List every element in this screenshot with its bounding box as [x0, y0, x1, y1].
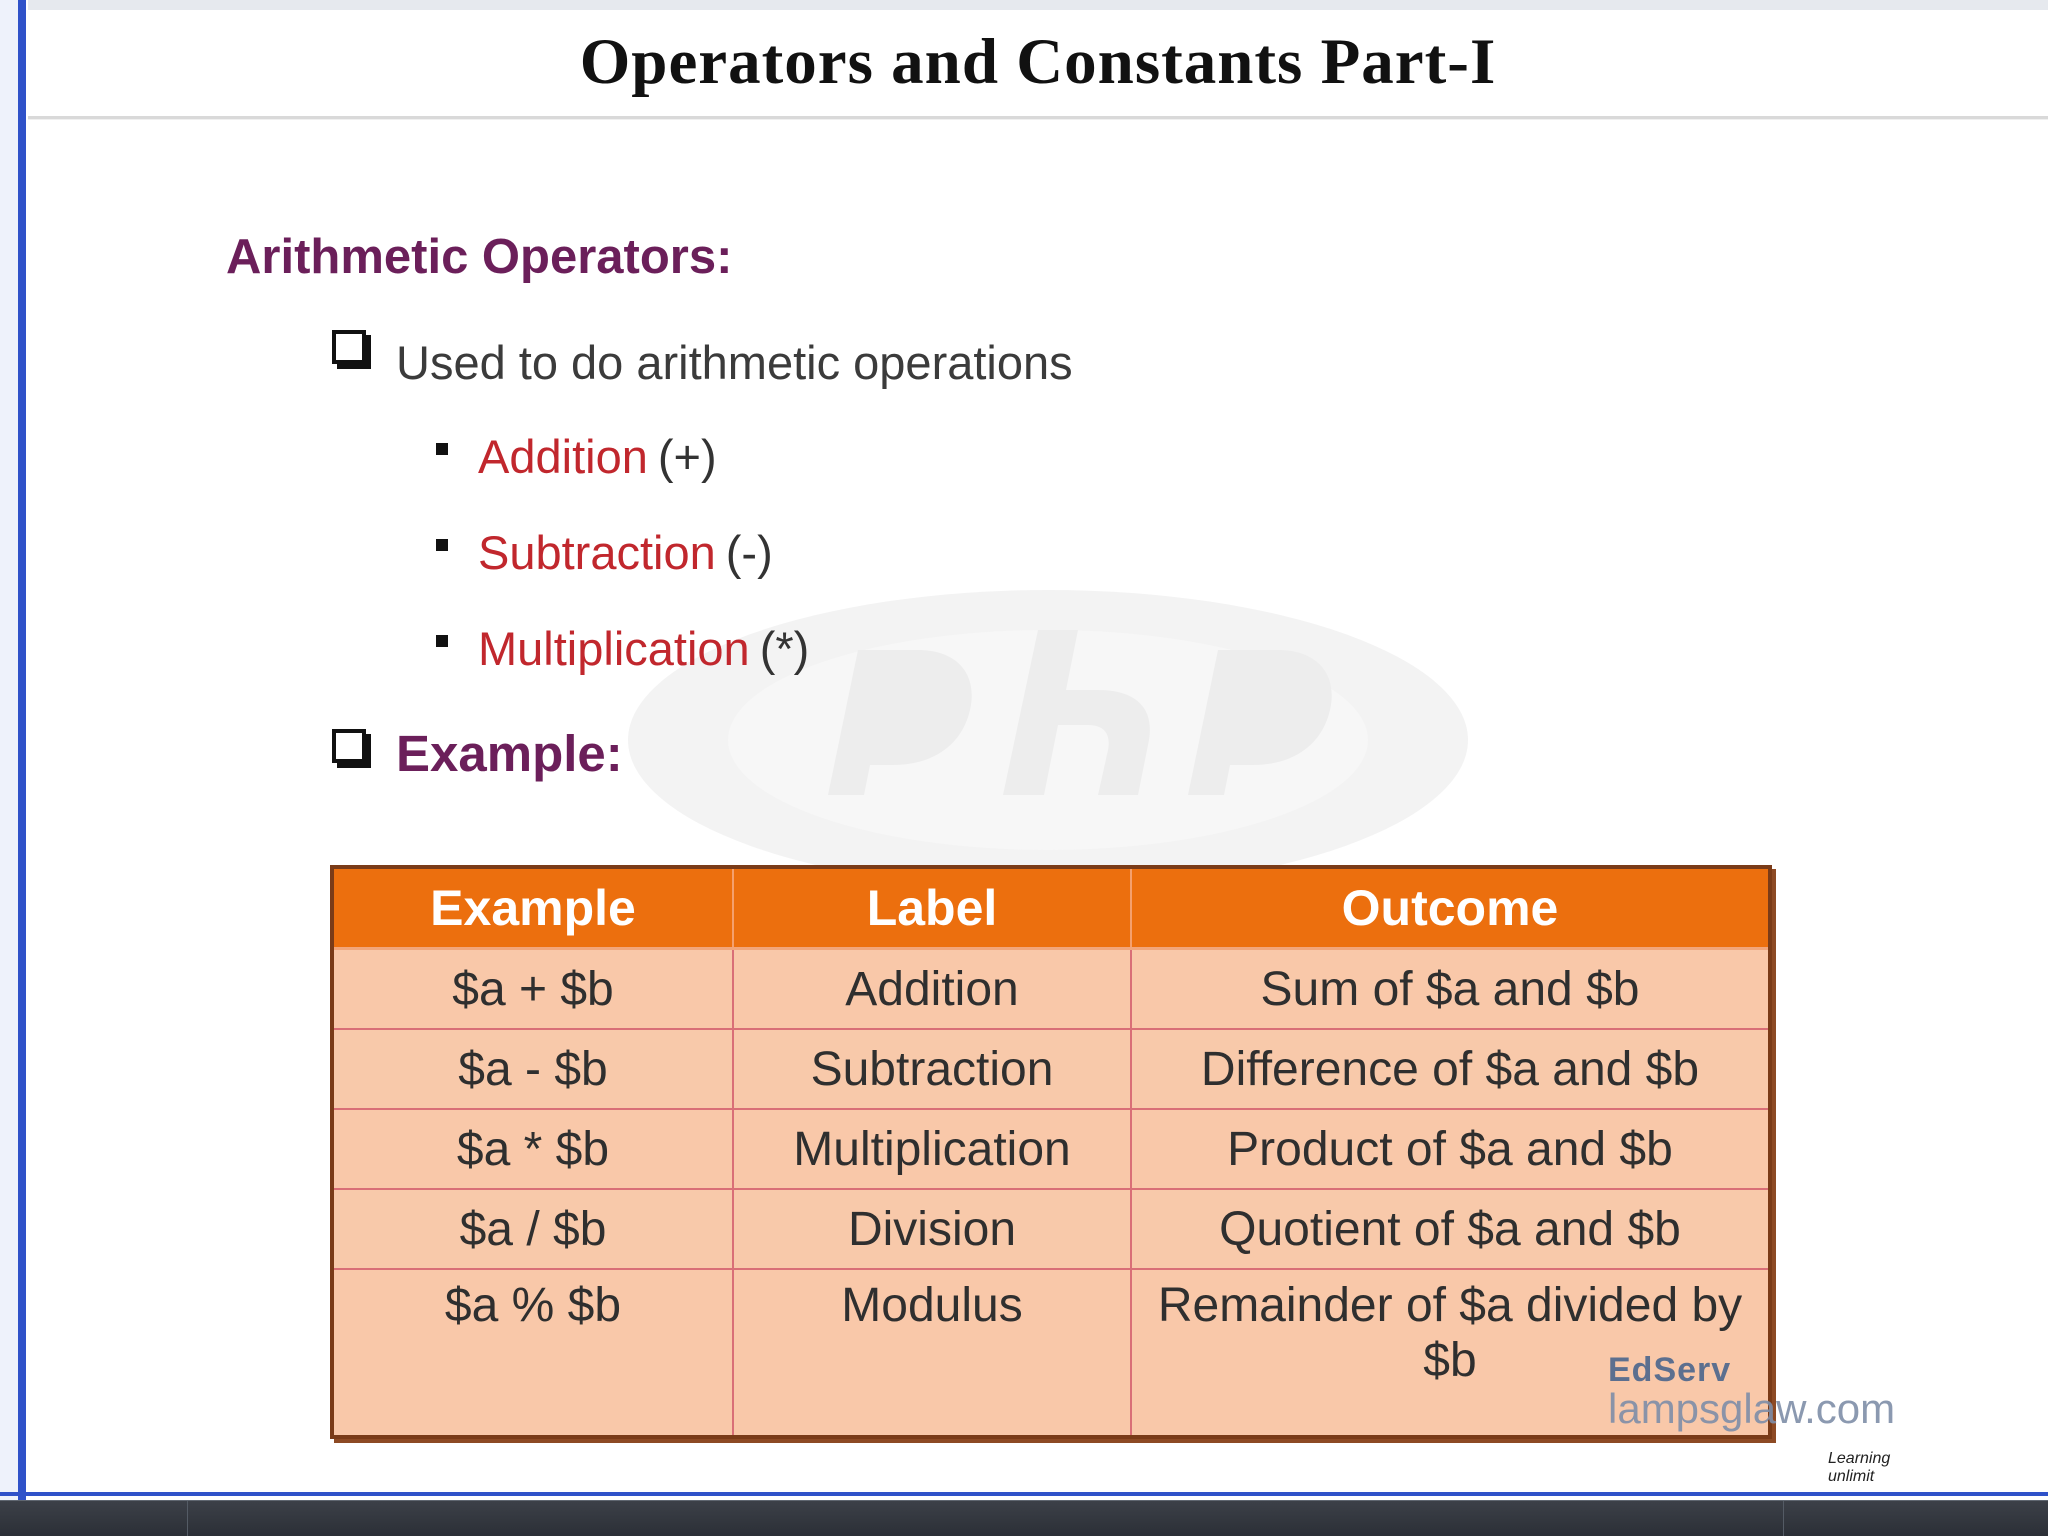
- sub-item-symbol: (-): [725, 526, 773, 579]
- php-watermark-icon: [608, 530, 1608, 890]
- slide-canvas: [28, 10, 2048, 1500]
- table-row: [334, 949, 1768, 1030]
- square-bullet-icon: [436, 635, 448, 647]
- bottom-bar: [0, 1500, 2048, 1536]
- table-cell-example: $a / $b: [334, 1189, 733, 1269]
- table-cell-outcome: Remainder of $a divided by $b: [1131, 1269, 1768, 1438]
- table-cell-outcome: Product of $a and $b: [1131, 1109, 1768, 1189]
- left-accent: [0, 0, 28, 1500]
- example-heading: Example:: [396, 725, 623, 782]
- table-cell-label: Multiplication: [733, 1109, 1131, 1189]
- title-bar: [28, 10, 2048, 119]
- sub-item-term: Multiplication: [478, 622, 750, 675]
- operators-table-grid: [334, 869, 1768, 1438]
- table-cell-outcome: Quotient of $a and $b: [1131, 1189, 1768, 1269]
- table-cell-outcome: Sum of $a and $b: [1131, 949, 1768, 1030]
- table-cell-label: Modulus: [733, 1269, 1131, 1438]
- slide-title: Operators and Constants Part-I: [579, 26, 1497, 98]
- table-row: [334, 1269, 1768, 1438]
- checkbox-icon: [332, 330, 366, 364]
- table-header-row: [334, 869, 1768, 949]
- table-cell-example: $a % $b: [334, 1269, 733, 1438]
- sub-item-symbol: (+): [657, 430, 717, 483]
- bottom-segment-right: [1783, 1501, 2048, 1536]
- table-row: [334, 1029, 1768, 1109]
- bottom-segment-left: [0, 1501, 188, 1536]
- sub-item-term: Subtraction: [478, 526, 716, 579]
- sub-item-term: Addition: [478, 430, 648, 483]
- sub-item-multiplication: [478, 620, 809, 678]
- table-cell-example: $a * $b: [334, 1109, 733, 1189]
- section-heading: Arithmetic Operators:: [226, 230, 733, 284]
- table-header-example: Example: [334, 869, 733, 949]
- table-cell-outcome: Difference of $a and $b: [1131, 1029, 1768, 1109]
- logo-tagline: Learning unlimit: [1828, 1450, 1891, 1485]
- table-cell-label: Addition: [733, 949, 1131, 1030]
- square-bullet-icon: [436, 539, 448, 551]
- square-bullet-icon: [436, 443, 448, 455]
- table-row: [334, 1109, 1768, 1189]
- footer-line: [0, 1492, 2048, 1496]
- table-cell-example: $a - $b: [334, 1029, 733, 1109]
- table-cell-label: Subtraction: [733, 1029, 1131, 1109]
- bullet-used-to-do: Used to do arithmetic operations: [396, 336, 1073, 389]
- logo-top-text: EdServ: [1608, 1351, 1732, 1389]
- bottom-segment-center: [187, 1501, 1784, 1536]
- sub-item-symbol: (*): [759, 622, 810, 675]
- table-cell-example: $a + $b: [334, 949, 733, 1030]
- sub-item-addition: [478, 428, 717, 486]
- sub-item-subtraction: [478, 524, 773, 582]
- logo-main-text: lampsglaw.com: [1608, 1385, 1896, 1432]
- table-cell-label: Division: [733, 1189, 1131, 1269]
- table-header-label: Label: [733, 869, 1131, 949]
- checkbox-icon: [332, 729, 366, 763]
- table-row: [334, 1189, 1768, 1269]
- operators-table: [330, 865, 1772, 1439]
- table-header-outcome: Outcome: [1131, 869, 1768, 949]
